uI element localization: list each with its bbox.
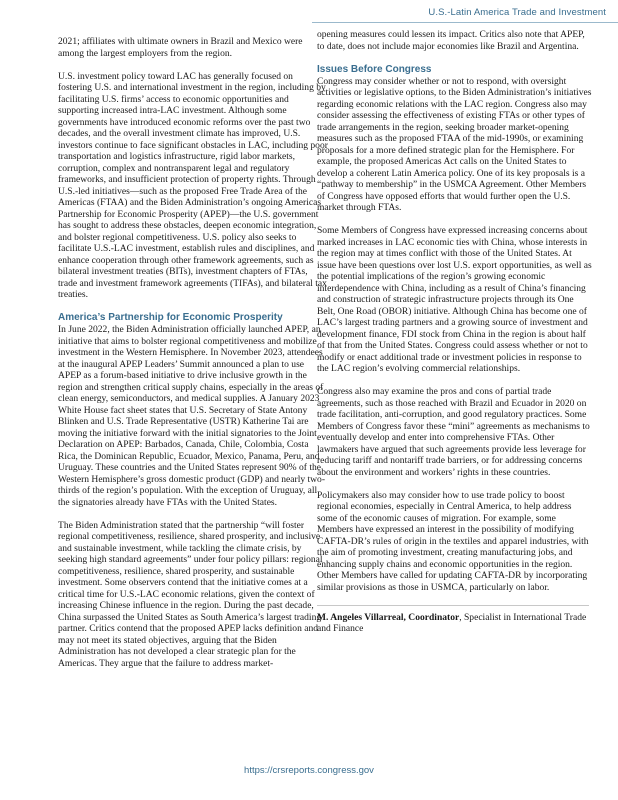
paragraph: 2021; affiliates with ultimate owners in Brazil and Mexico were among the largest employers from the region.	[58, 36, 303, 59]
author-name: M. Angeles Villarreal, Coordinator	[317, 611, 460, 623]
paragraph: In June 2022, the Biden Administration officially launched APEP, an initiative that aims to bolster regional competitiveness and mobilize investment in the Western Hemisphere. In November 2023, attendees at the inaugural APEP Leaders’ Summit announced a plan to use APEP as a forum-based initiative to drive inclusive growth in the region and strengthen critical supply chains, especially in the areas of clean energy, semiconductors, and medical supplies. A January 2023 White House fact sheet states that U.S. Secretary of State Antony Blinken and U.S. Trade Representative (USTR) Katherine Tai are moving the initiative forward with the initial signatories to the Joint Declaration on APEP: Barbados, Canada, Chile, Colombia, Costa Rica, the Dominican Republic, Ecuador, Mexico, Panama, Peru, and Uruguay. These countries and the United States represent 90% of the Western Hemisphere’s gross domestic product (GDP) and nearly two-thirds of the region’s population. With the exception of Uruguay, all the signatories already have FTAs with the United States.	[58, 324, 326, 508]
paragraph: Policymakers also may consider how to use trade policy to boost regional economies, especially in Central America, to help address some of the economic causes of migration. For example, some Members have expressed an interest in the possibility of modifying CAFTA-DR’s rules of origin in the textiles and apparel industries, with the aim of promoting investment, creating manufacturing jobs, and enhancing supply chains and economic opportunities in the region. Other Members have called for updating CAFTA-DR by incorporating similar provisions as those in USMCA, particularly on labor.	[317, 489, 589, 593]
paragraph: The Biden Administration stated that the partnership “will foster regional competitiveness, resilience, shared prosperity, and inclusive and sustainable investment, while tackling the climate crisis, by seeking high standard agreements” under four policy pillars: regional competitiveness, resilience, shared prosperity, and sustainable investment. Some observers contend that the initiative comes at a critical time for U.S.-LAC economic relations, given the context of increasing Chinese influence in the region. During the past decade, China surpassed the United States as South America’s largest trading partner. Critics contend that the proposed APEP lacks definition and may not meet its stated objectives, arguing that the Biden Administration has not developed a clear strategic plan for the Americas. They argue that the failure to address market-	[58, 519, 323, 669]
paragraph: Congress may consider whether or not to respond, with oversight activities or legislative options, to the Biden Administration’s initiatives regarding economic relations with the LAC region. Congress also may consider assessing the effectiveness of existing FTAs or other types of trade arrangements in the region, seeking broader market-opening measures such as the proposed FTAA of the mid-1990s, or examining proposals for a more defined strategic plan for the Hemisphere. For example, the proposed Americas Act calls on the United States to develop a coherent Latin America policy. One of its key proposals is a “pathway to membership” in the USMCA Agreement. Other Members of Congress have opposed efforts that would further open the U.S. market through FTAs.	[317, 75, 592, 213]
author-role: , Specialist in International Trade and Finance	[317, 611, 587, 634]
running-title: U.S.-Latin America Trade and Investment	[428, 7, 606, 18]
paragraph: Congress also may examine the pros and cons of partial trade agreements, such as those reached with Brazil and Ecuador in 2020 on trade facilitation, anti-corruption, and good regulatory practices. Some Members of Congress favor these “mini” agreements as mechanisms to eventually develop and enter into comprehensive FTAs. Other lawmakers have argued that such agreements provide less leverage for reducing tariff and nontariff trade barriers, or for addressing concerns about the environment and workers’ rights in these countries.	[317, 386, 590, 478]
paragraph: opening measures could lessen its impact. Critics also note that APEP, to date, does not include major economies like Brazil and Argentina.	[317, 29, 585, 52]
byline-divider	[317, 605, 589, 606]
paragraph: Some Members of Congress have expressed increasing concerns about marked increases in LAC economic ties with China, whose interests in the region may at times conflict with those of the United States. At issue have been questions over lost U.S. export opportunities, as well as the potential implications of the region’s growing economic interdependence with China, including as a result of China’s financing and construction of strategic infrastructure projects through its One Belt, One Road (OBOR) initiative. Although China has become one of LAC’s largest trading partners and a growing source of investment and development finance, FDI stock from China in the region is about half of that from the United States. Congress could assess whether or not to modify or enact additional trade or investment policies in response to the LAC region’s evolving commercial relationships.	[317, 225, 592, 374]
paragraph: U.S. investment policy toward LAC has generally focused on fostering U.S. and international investment in the region, including by facilitating U.S. firms’ access to economic opportunities and supporting increased intra-LAC investment. Although some governments have introduced economic reforms over the past two decades, and the overall investment climate has improved, U.S. investors continue to face significant obstacles in LAC, including poor transportation and logistics infrastructure, rigid labor markets, corruption, complex and nontransparent legal and regulatory frameworks, and insufficient protection of property rights. Through U.S.-led initiatives—such as the proposed Free Trade Area of the Americas (FTAA) and the Biden Administration’s ongoing Americas Partnership for Economic Prosperity (APEP)—the U.S. government has sought to address these obstacles, deepen economic integration, and bolster regional competitiveness. U.S. policy also seeks to facilitate U.S.-LAC investment, establish rules and disciplines, and enhance cooperation through other framework agreements, such as bilateral investment treaties (BITs), investment chapters of FTAs, trade and investment framework agreements (TIFAs), and bilateral tax treaties.	[58, 70, 328, 300]
section-heading-issues: Issues Before Congress	[317, 63, 432, 75]
footer-url-link[interactable]: https://crsreports.congress.gov	[244, 765, 374, 776]
right-column	[317, 29, 593, 646]
section-heading-apep: America’s Partnership for Economic Prosperity	[58, 312, 283, 323]
author-byline	[317, 612, 593, 635]
left-column	[58, 36, 328, 681]
header-rule	[312, 22, 618, 23]
